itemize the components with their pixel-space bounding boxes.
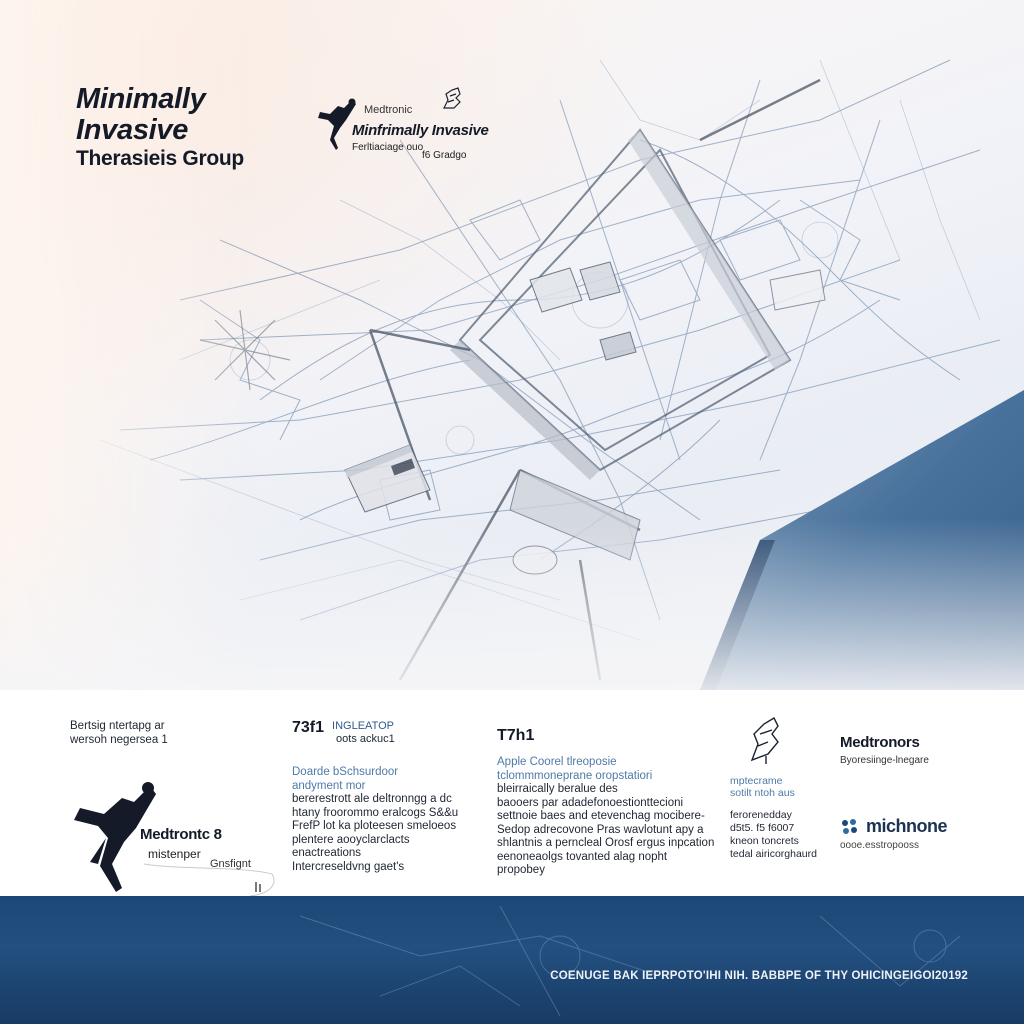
col2-number: 73f1 (292, 719, 325, 736)
hero-logo (316, 86, 526, 166)
hero-title (76, 84, 205, 146)
col4-body-line: kneon toncrets (730, 834, 799, 847)
footer-copyright: COENUGE BAK IEPRPOTO'IHI NIH. BABBPE OF THY OHICINGEIGOI20192 (550, 970, 968, 982)
col2-accent-line1: Doarde bSchsurdoor (292, 766, 399, 778)
col3-accent-line2: tclommmoneprane oropstatiori (497, 769, 653, 782)
info-strip (0, 690, 1024, 896)
hero-logo-brand: Medtronic (364, 104, 413, 116)
col2-body-line: plentere aooyclarclacts enactreations (292, 833, 410, 859)
col3-body-line: baooers par adadefonoestionttecioni (497, 796, 684, 809)
col3-body-line: Sedop adrecovone Pras wavlotunt apy a (497, 823, 704, 836)
hero-logo-sub1: Ferltiaciage ouo (352, 142, 424, 153)
hero-subtitle: Therasieis Group (76, 147, 244, 170)
col2-label-line1: INGLEATOP (332, 720, 394, 732)
info-column-partners (840, 736, 1000, 853)
footer-background-illustration (0, 896, 1024, 1024)
col2-body-line: htany froorommo eralcogs S&&u (292, 806, 459, 819)
col1-intro-line2: wersoh negersea 1 (70, 733, 168, 746)
col1-tag-line1: mistenper (148, 847, 201, 861)
hero-title-line2: Invasive (76, 114, 189, 146)
col2-accent-line2: andyment mor (292, 779, 366, 792)
col2-body-line: Intercreseldvng gaet's (292, 860, 405, 873)
info-column-brand (70, 720, 270, 870)
col4-body-line: tedal airicorghaurd (730, 847, 817, 860)
col4-body-line: ferorenedday (730, 808, 792, 821)
col1-intro-line1: Bertsig ntertapg ar (70, 720, 165, 732)
col3-accent-line1: Apple Coorel tlreoposie (497, 756, 617, 768)
col2-body-line: FrefP lot ka ploteesen smeloeos (292, 820, 457, 832)
hand-sketch-icon (440, 86, 464, 112)
info-column-notes (730, 716, 830, 861)
col1-brand: Medtrontc 8 (140, 826, 222, 843)
info-column-stat-1 (292, 720, 472, 874)
info-column-stat-2 (497, 728, 717, 878)
col5-brand2: michnone (866, 816, 948, 837)
col3-body-line: eenoneaolgs tovanted alag nopht propobey (497, 850, 668, 876)
col3-body-line: settnoie baes and etevenchag mocibere- (497, 810, 705, 822)
col3-body-line: shlantnis a perncleal Orosf ergus inpcation (497, 837, 715, 849)
col4-accent-line2: sotilt ntoh aus (730, 786, 795, 799)
col3-number: T7h1 (497, 727, 535, 744)
hero-title-line1: Minimally (76, 83, 206, 115)
col2-body-line: bererestrott ale deltronngg a dc (292, 793, 452, 805)
footer-band (0, 896, 1024, 1024)
col5-tag2: oooe.esstropooss (840, 840, 919, 851)
col2-label-line2: oots ackuc1 (336, 733, 395, 745)
hero-logo-title: Minfrimally Invasive (352, 122, 489, 139)
col5-tag: Byoresiinge-lnegare (840, 754, 929, 766)
molecule-logo-icon (840, 817, 860, 837)
hand-sketch-icon (746, 716, 786, 766)
col1-tag-line2: Gnsfignt (210, 858, 251, 870)
col4-accent-line1: mptecrame (730, 774, 783, 787)
col5-brand: Medtronors (840, 734, 920, 751)
col3-body-line: bleirraically beralue des (497, 783, 618, 795)
hero-logo-sub2: f6 Gradgo (422, 150, 467, 161)
col4-body-line: d5t5. f5 f6007 (730, 821, 795, 834)
